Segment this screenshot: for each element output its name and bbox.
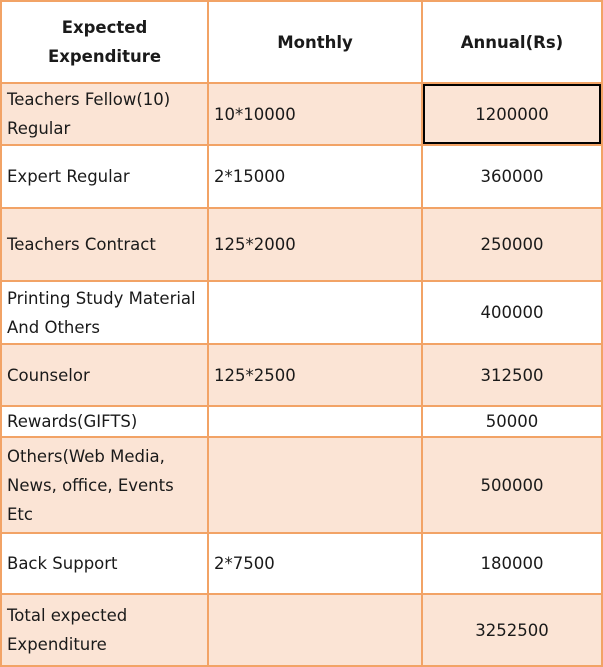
- row-item: Teachers Contract: [1, 208, 208, 281]
- row-annual: 3252500: [422, 594, 602, 666]
- table-row: [1, 145, 602, 208]
- row-monthly: [208, 281, 422, 344]
- row-annual: 250000: [422, 208, 602, 281]
- row-item: Expert Regular: [1, 145, 208, 208]
- row-monthly: [208, 406, 422, 437]
- row-item: Rewards(GIFTS): [1, 406, 208, 437]
- table-row: [1, 533, 602, 594]
- row-monthly: 10*10000: [208, 83, 422, 145]
- row-monthly: [208, 437, 422, 533]
- row-annual: 1200000: [422, 83, 602, 145]
- header-annual: Annual(Rs): [422, 1, 602, 83]
- row-monthly: 125*2000: [208, 208, 422, 281]
- row-annual: 500000: [422, 437, 602, 533]
- table-row: [1, 406, 602, 437]
- row-item: Teachers Fellow(10) Regular: [1, 83, 208, 145]
- row-item: Counselor: [1, 344, 208, 406]
- header-expected-expenditure: Expected Expenditure: [1, 1, 208, 83]
- table-row: [1, 281, 602, 344]
- row-annual: 50000: [422, 406, 602, 437]
- table-row: [1, 437, 602, 533]
- table-header-row: [1, 1, 602, 83]
- row-item: Total expected Expenditure: [1, 594, 208, 666]
- row-item: Printing Study Material And Others: [1, 281, 208, 344]
- table-row: [1, 208, 602, 281]
- row-item: Back Support: [1, 533, 208, 594]
- table-row-total: [1, 594, 602, 666]
- row-annual: 180000: [422, 533, 602, 594]
- table-row: [1, 344, 602, 406]
- header-monthly: Monthly: [208, 1, 422, 83]
- row-item: Others(Web Media, News, office, Events Etc: [1, 437, 208, 533]
- row-annual: 400000: [422, 281, 602, 344]
- row-monthly: 125*2500: [208, 344, 422, 406]
- row-monthly: 2*7500: [208, 533, 422, 594]
- row-annual: 312500: [422, 344, 602, 406]
- row-monthly: [208, 594, 422, 666]
- table-row: [1, 83, 602, 145]
- row-monthly: 2*15000: [208, 145, 422, 208]
- row-annual: 360000: [422, 145, 602, 208]
